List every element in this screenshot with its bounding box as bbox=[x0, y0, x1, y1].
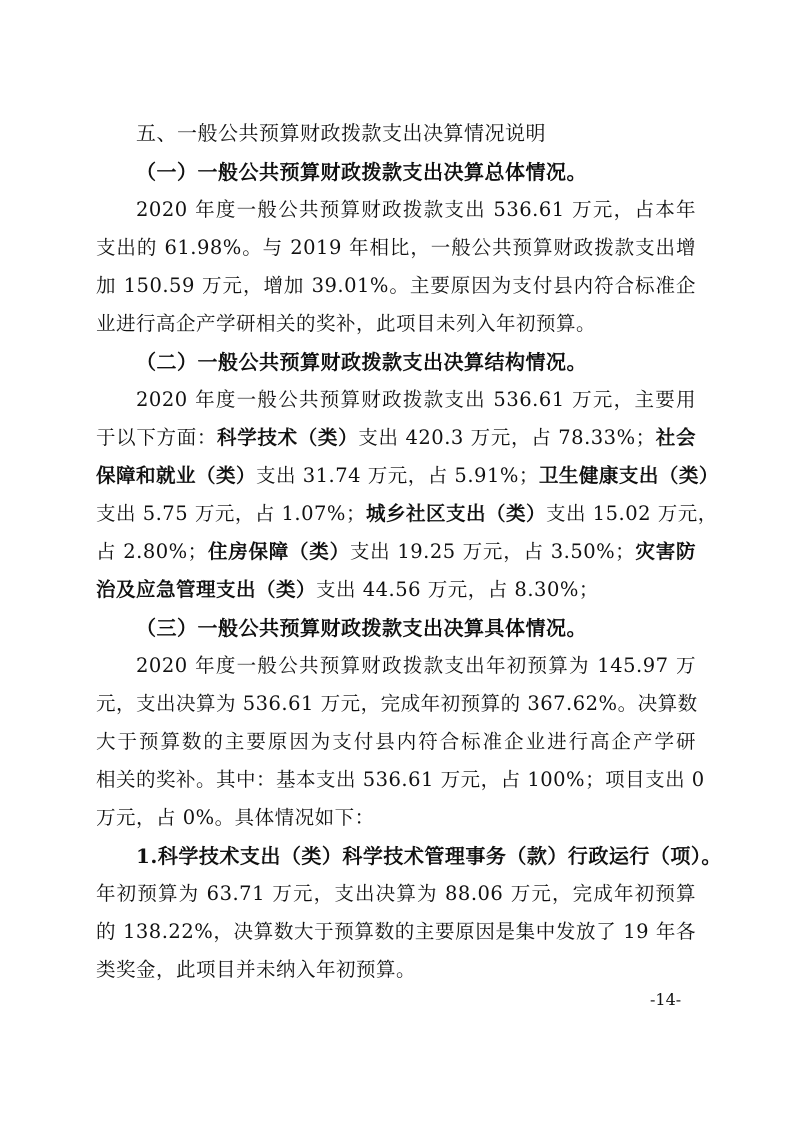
paragraph-2-line-1: 2020 年度一般公共预算财政拨款支出 536.61 万元，主要用 bbox=[136, 388, 696, 411]
text-span: 支出 5.75 万元，占 1.07%； bbox=[96, 502, 366, 525]
paragraph-2-line-3 bbox=[96, 457, 719, 495]
paragraph-4-line-2: 的 138.22%，决算数大于预算数的主要原因是集中发放了 19 年各 bbox=[96, 920, 696, 943]
paragraph-2-line-2 bbox=[96, 419, 696, 457]
category-housing: 住房保障（类） bbox=[207, 540, 350, 563]
category-social-b: 保障和就业（类） bbox=[96, 464, 257, 487]
paragraph-2-line-5 bbox=[96, 533, 696, 571]
category-health: 卫生健康支出（类） bbox=[538, 464, 719, 487]
paragraph-1-line-1: 2020 年度一般公共预算财政拨款支出 536.61 万元，占本年 bbox=[136, 198, 696, 221]
category-social-a: 社会 bbox=[655, 426, 696, 449]
paragraph-2-line-6 bbox=[96, 571, 696, 609]
category-disaster-a: 灾害防 bbox=[635, 540, 696, 563]
category-urban: 城乡社区支出（类） bbox=[365, 502, 546, 525]
paragraph-4-line-3: 类奖金，此项目并未纳入年初预算。 bbox=[96, 958, 417, 981]
item-1-heading: 1.科学技术支出（类）科学技术管理事务（款）行政运行（项）。 bbox=[136, 844, 722, 868]
paragraph-4-line-1: 年初预算为 63.71 万元，支出决算为 88.06 万元，完成年初预算 bbox=[96, 882, 696, 905]
text-span: 于以下方面： bbox=[96, 426, 218, 449]
category-science: 科学技术（类） bbox=[217, 426, 359, 449]
text-span: 支出 44.56 万元，占 8.30%； bbox=[316, 578, 599, 601]
paragraph-3-line-3: 大于预算数的主要原因为支付县内符合标准企业进行高企产学研 bbox=[96, 730, 696, 753]
paragraph-1-line-4: 业进行高企产学研相关的奖补，此项目未列入年初预算。 bbox=[96, 312, 597, 335]
paragraph-3-line-4: 相关的奖补。其中：基本支出 536.61 万元，占 100%；项目支出 0 bbox=[96, 768, 705, 791]
paragraph-1-line-3: 加 150.59 万元，增加 39.01%。主要原因为支付县内符合标准企 bbox=[96, 274, 696, 297]
page-number: -14- bbox=[650, 990, 682, 1009]
paragraph-3-line-1: 2020 年度一般公共预算财政拨款支出年初预算为 145.97 万 bbox=[136, 654, 696, 677]
paragraph-1-line-2: 支出的 61.98%。与 2019 年相比，一般公共预算财政拨款支出增 bbox=[96, 236, 696, 259]
paragraph-3-line-5: 万元，占 0%。具体情况如下： bbox=[96, 806, 375, 829]
text-span: 支出 31.74 万元，占 5.91%； bbox=[256, 464, 539, 487]
paragraph-2-line-4 bbox=[96, 495, 718, 533]
text-span: 支出 420.3 万元，占 78.33%； bbox=[358, 426, 656, 449]
text-span: 支出 15.02 万元， bbox=[545, 502, 718, 525]
text-span: 支出 19.25 万元，占 3.50%； bbox=[349, 540, 636, 563]
subsection-heading-3: （三）一般公共预算财政拨款支出决算具体情况。 bbox=[136, 616, 587, 640]
subsection-heading-2: （二）一般公共预算财政拨款支出决算结构情况。 bbox=[136, 350, 587, 374]
category-disaster-b: 治及应急管理支出（类） bbox=[96, 578, 317, 601]
text-span: 占 2.80%； bbox=[96, 540, 208, 563]
section-heading: 五、一般公共预算财政拨款支出决算情况说明 bbox=[136, 121, 546, 145]
paragraph-3-line-2: 元，支出决算为 536.61 万元，完成年初预算的 367.62%。决算数 bbox=[96, 692, 698, 715]
subsection-heading-1: （一）一般公共预算财政拨款支出决算总体情况。 bbox=[136, 160, 587, 184]
